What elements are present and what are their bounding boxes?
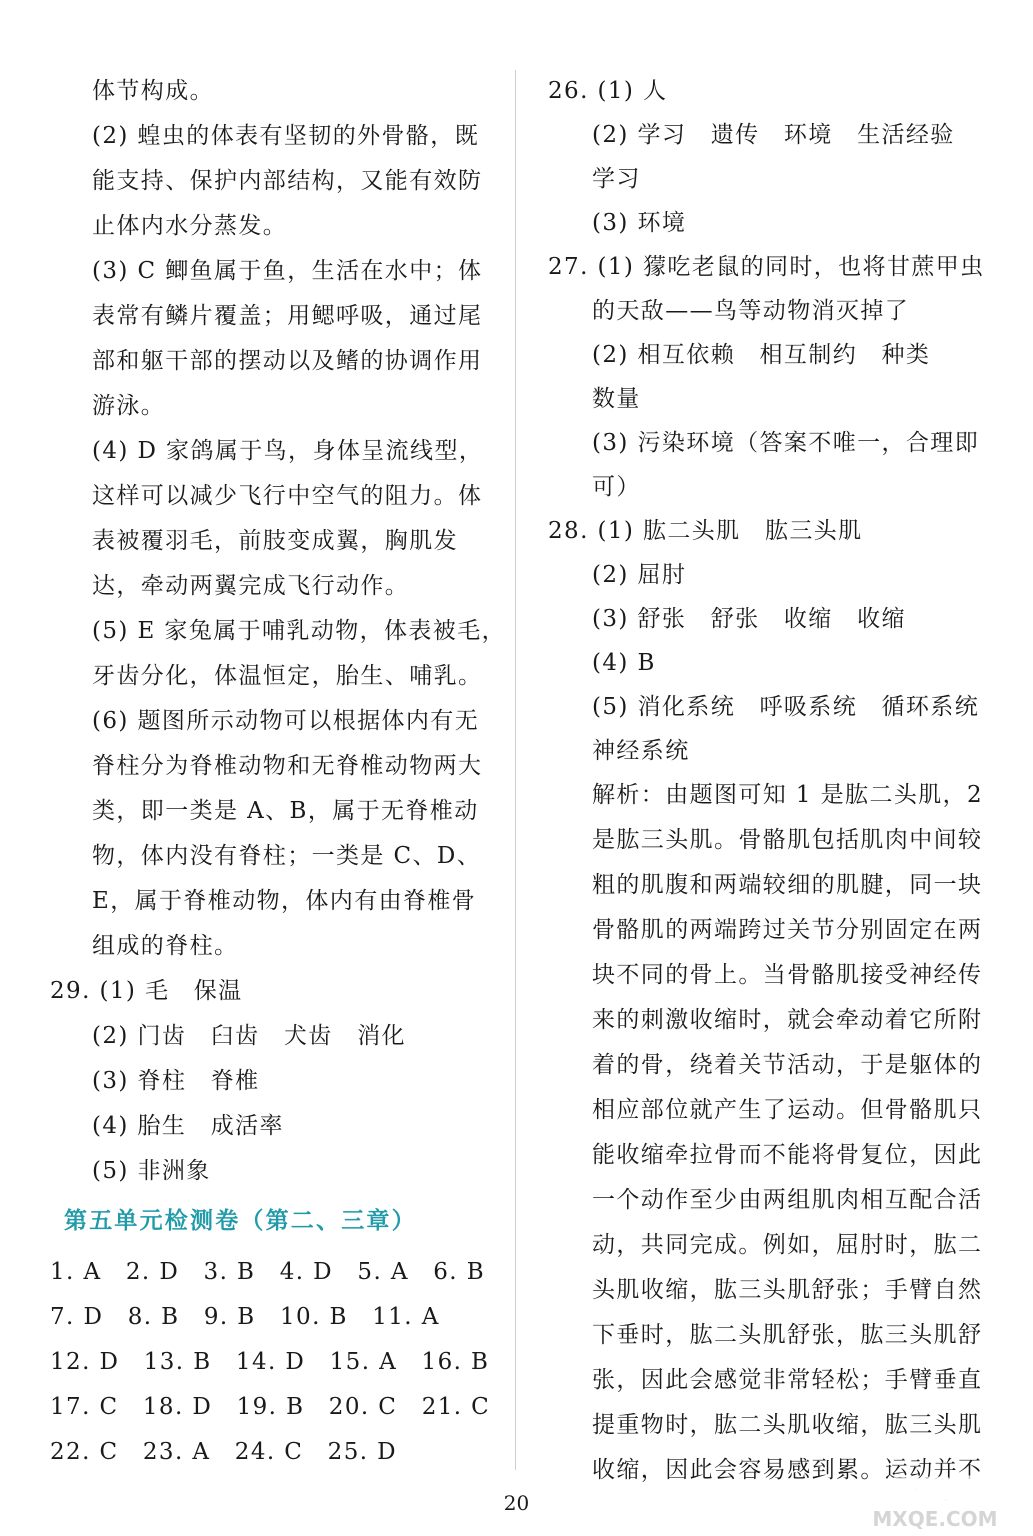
text-line: (3) 脊柱 脊椎 (92, 1068, 260, 1094)
text-line: (2) 相互依赖 相互制约 种类 (592, 342, 931, 368)
question-27: 27. (1) 獴吃老鼠的同时，也将甘蔗甲虫 (548, 254, 985, 280)
answer-row: 12. D 13. B 14. D 15. A 16. B (50, 1349, 490, 1375)
text-line: 神经系统 (592, 738, 690, 764)
text-line: 表常有鳞片覆盖；用鳃呼吸，通过尾 (92, 303, 483, 329)
text-line: (6) 题图所示动物可以根据体内有无 (92, 708, 480, 734)
text-line: (5) 消化系统 呼吸系统 循环系统 (592, 694, 980, 720)
text-line: 的天敌——鸟等动物消灭掉了 (592, 298, 910, 324)
answer-row: 17. C 18. D 19. B 20. C 21. C (50, 1394, 491, 1420)
question-29: 29. (1) 毛 保温 (50, 978, 243, 1004)
text-line: E，属于脊椎动物，体内有由脊椎骨 (92, 888, 477, 914)
text-line: 体节构成。 (92, 78, 214, 104)
text-line: 脊柱分为脊椎动物和无脊椎动物两大 (92, 753, 483, 779)
page-number: 20 (503, 1491, 530, 1515)
text-line: (2) 学习 遗传 环境 生活经验 (592, 122, 955, 148)
analysis-line: 动，共同完成。例如，屈肘时，肱二 (592, 1232, 983, 1258)
question-26: 26. (1) 人 (548, 78, 668, 104)
text-line: (4) B (592, 650, 656, 676)
answer-row: 7. D 8. B 9. B 10. B 11. A (50, 1304, 440, 1330)
text-line: (2) 门齿 臼齿 犬齿 消化 (92, 1023, 406, 1049)
text-line: 止体内水分蒸发。 (92, 213, 288, 239)
analysis-line: 来的刺激收缩时，就会牵动着它所附 (592, 1007, 983, 1033)
text-line: 组成的脊柱。 (92, 933, 239, 959)
analysis-line: 着的骨，绕着关节活动，于是躯体的 (592, 1052, 983, 1078)
text-line: (4) D 家鸽属于鸟，身体呈流线型， (92, 438, 484, 464)
text-line: (4) 胎生 成活率 (92, 1113, 284, 1139)
text-line: 这样可以减少飞行中空气的阻力。体 (92, 483, 483, 509)
analysis-line: 收缩，因此会容易感到累。运动并不 (592, 1457, 983, 1483)
analysis-line: 是肱三头肌。骨骼肌包括肌肉中间较 (592, 827, 983, 853)
analysis-line: 提重物时，肱二头肌收缩，肱三头肌 (592, 1412, 983, 1438)
text-line: 牙齿分化，体温恒定，胎生、哺乳。 (92, 663, 483, 689)
watermark-top-text: 答案圈 (890, 1473, 980, 1508)
text-line: (5) 非洲象 (92, 1158, 211, 1184)
text-line: (3) 环境 (592, 210, 687, 236)
analysis-line: 相应部位就产生了运动。但骨骼肌只 (592, 1097, 983, 1123)
text-line: (3) C 鲫鱼属于鱼，生活在水中；体 (92, 258, 483, 284)
answer-row: 22. C 23. A 24. C 25. D (50, 1439, 398, 1465)
analysis-line: 下垂时，肱二头肌舒张，肱三头肌舒 (592, 1322, 983, 1348)
text-line: (3) 污染环境（答案不唯一，合理即 (592, 430, 980, 456)
analysis-line: 能收缩牵拉骨而不能将骨复位，因此 (592, 1142, 983, 1168)
text-line: 部和躯干部的摆动以及鳍的协调作用 (92, 348, 483, 374)
analysis-line: 粗的肌腹和两端较细的肌腱，同一块 (592, 872, 983, 898)
text-line: (5) E 家兔属于哺乳动物，体表被毛， (92, 618, 506, 644)
text-line: 表被覆羽毛，前肢变成翼，胸肌发 (92, 528, 458, 554)
watermark-bottom-text: MXQE.COM (872, 1507, 998, 1531)
column-divider (515, 70, 516, 1470)
text-line: 物，体内没有脊柱；一类是 C、D、 (92, 843, 482, 869)
answer-row: 1. A 2. D 3. B 4. D 5. A 6. B (50, 1259, 486, 1285)
text-line: 可） (592, 474, 641, 500)
text-line: 游泳。 (92, 393, 166, 419)
text-line: (2) 蝗虫的体表有坚韧的外骨骼，既 (92, 123, 480, 149)
analysis-line: 骨骼肌的两端跨过关节分别固定在两 (592, 917, 983, 943)
text-line: 学习 (592, 166, 641, 192)
text-line: 类，即一类是 A、B，属于无脊椎动 (92, 798, 479, 824)
text-line: (3) 舒张 舒张 收缩 收缩 (592, 606, 906, 632)
question-28: 28. (1) 肱二头肌 肱三头肌 (548, 518, 863, 544)
text-line: (2) 屈肘 (592, 562, 687, 588)
analysis-line: 一个动作至少由两组肌肉相互配合活 (592, 1187, 983, 1213)
section-title: 第五单元检测卷（第二、三章） (64, 1207, 417, 1234)
analysis-line: 张，因此会感觉非常轻松；手臂垂直 (592, 1367, 983, 1393)
analysis-line: 解析：由题图可知 1 是肱二头肌，2 (592, 782, 984, 808)
text-line: 数量 (592, 386, 641, 412)
analysis-line: 块不同的骨上。当骨骼肌接受神经传 (592, 962, 983, 988)
analysis-line: 头肌收缩，肱三头肌舒张；手臂自然 (592, 1277, 983, 1303)
text-line: 达，牵动两翼完成飞行动作。 (92, 573, 410, 599)
text-line: 能支持、保护内部结构，又能有效防 (92, 168, 483, 194)
watermark-logo (855, 1466, 1015, 1532)
